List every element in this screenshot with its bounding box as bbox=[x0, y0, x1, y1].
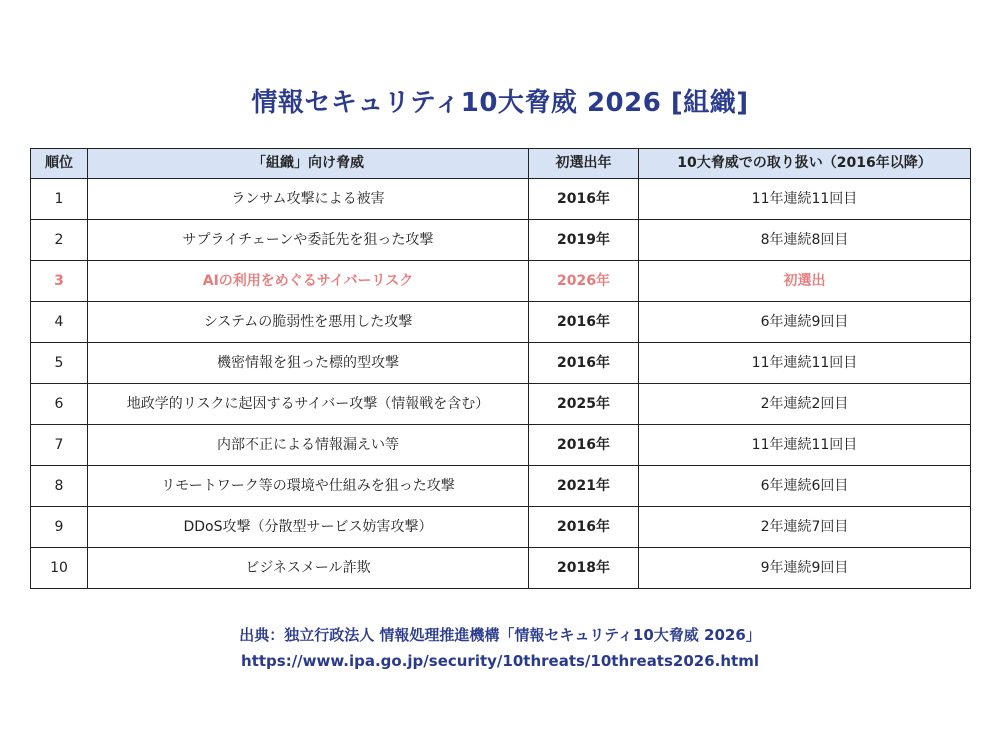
first-year-cell: 2019年 bbox=[529, 220, 639, 261]
rank-cell: 1 bbox=[31, 179, 88, 220]
handling-cell: 2年連続7回目 bbox=[639, 507, 971, 548]
threat-cell: サプライチェーンや委託先を狙った攻撃 bbox=[88, 220, 529, 261]
source-citation bbox=[0, 622, 1000, 674]
handling-cell: 6年連続6回目 bbox=[639, 466, 971, 507]
rank-cell: 10 bbox=[31, 548, 88, 589]
header-rank: 順位 bbox=[31, 149, 88, 179]
table-row bbox=[31, 220, 971, 261]
threat-cell: ビジネスメール詐欺 bbox=[88, 548, 529, 589]
table-row bbox=[31, 302, 971, 343]
rank-cell: 2 bbox=[31, 220, 88, 261]
rank-cell: 6 bbox=[31, 384, 88, 425]
rank-cell: 4 bbox=[31, 302, 88, 343]
handling-cell: 9年連続9回目 bbox=[639, 548, 971, 589]
first-year-cell: 2016年 bbox=[529, 425, 639, 466]
handling-cell: 8年連続8回目 bbox=[639, 220, 971, 261]
rank-cell: 7 bbox=[31, 425, 88, 466]
table-row bbox=[31, 343, 971, 384]
threat-cell: 内部不正による情報漏えい等 bbox=[88, 425, 529, 466]
threat-cell: ランサム攻撃による被害 bbox=[88, 179, 529, 220]
rank-cell: 9 bbox=[31, 507, 88, 548]
first-year-cell: 2021年 bbox=[529, 466, 639, 507]
handling-cell: 11年連続11回目 bbox=[639, 343, 971, 384]
handling-cell: 11年連続11回目 bbox=[639, 425, 971, 466]
page-title: 情報セキュリティ10大脅威 2026 [組織] bbox=[251, 88, 749, 118]
first-year-cell: 2025年 bbox=[529, 384, 639, 425]
threat-cell: DDoS攻撃（分散型サービス妨害攻撃） bbox=[88, 507, 529, 548]
threat-cell: システムの脆弱性を悪用した攻撃 bbox=[88, 302, 529, 343]
handling-cell: 6年連続9回目 bbox=[639, 302, 971, 343]
handling-cell: 2年連続2回目 bbox=[639, 384, 971, 425]
table-row-highlighted bbox=[31, 261, 971, 302]
threat-cell: AIの利用をめぐるサイバーリスク bbox=[88, 261, 529, 302]
source-line: 出典：独立行政法人 情報処理推進機構「情報セキュリティ10大脅威 2026」 bbox=[239, 626, 761, 644]
threat-cell: 地政学的リスクに起因するサイバー攻撃（情報戦を含む） bbox=[88, 384, 529, 425]
handling-cell: 11年連続11回目 bbox=[639, 179, 971, 220]
first-year-cell: 2016年 bbox=[529, 302, 639, 343]
rank-cell: 3 bbox=[31, 261, 88, 302]
threat-cell: 機密情報を狙った標的型攻撃 bbox=[88, 343, 529, 384]
first-year-cell: 2016年 bbox=[529, 507, 639, 548]
rank-cell: 8 bbox=[31, 466, 88, 507]
table-row bbox=[31, 425, 971, 466]
first-year-cell: 2018年 bbox=[529, 548, 639, 589]
table-header-row bbox=[31, 149, 971, 179]
first-year-cell: 2016年 bbox=[529, 343, 639, 384]
header-first-year: 初選出年 bbox=[529, 149, 639, 179]
threats-table bbox=[30, 148, 971, 589]
source-url: https://www.ipa.go.jp/security/10threats/10threats2026.html bbox=[241, 652, 759, 670]
handling-cell: 初選出 bbox=[639, 261, 971, 302]
header-handling: 10大脅威での取り扱い（2016年以降） bbox=[639, 149, 971, 179]
table-row bbox=[31, 179, 971, 220]
first-year-cell: 2026年 bbox=[529, 261, 639, 302]
header-threat: 「組織」向け脅威 bbox=[88, 149, 529, 179]
threat-cell: リモートワーク等の環境や仕組みを狙った攻撃 bbox=[88, 466, 529, 507]
table-row bbox=[31, 548, 971, 589]
table-row bbox=[31, 466, 971, 507]
table-row bbox=[31, 507, 971, 548]
rank-cell: 5 bbox=[31, 343, 88, 384]
first-year-cell: 2016年 bbox=[529, 179, 639, 220]
table-row bbox=[31, 384, 971, 425]
